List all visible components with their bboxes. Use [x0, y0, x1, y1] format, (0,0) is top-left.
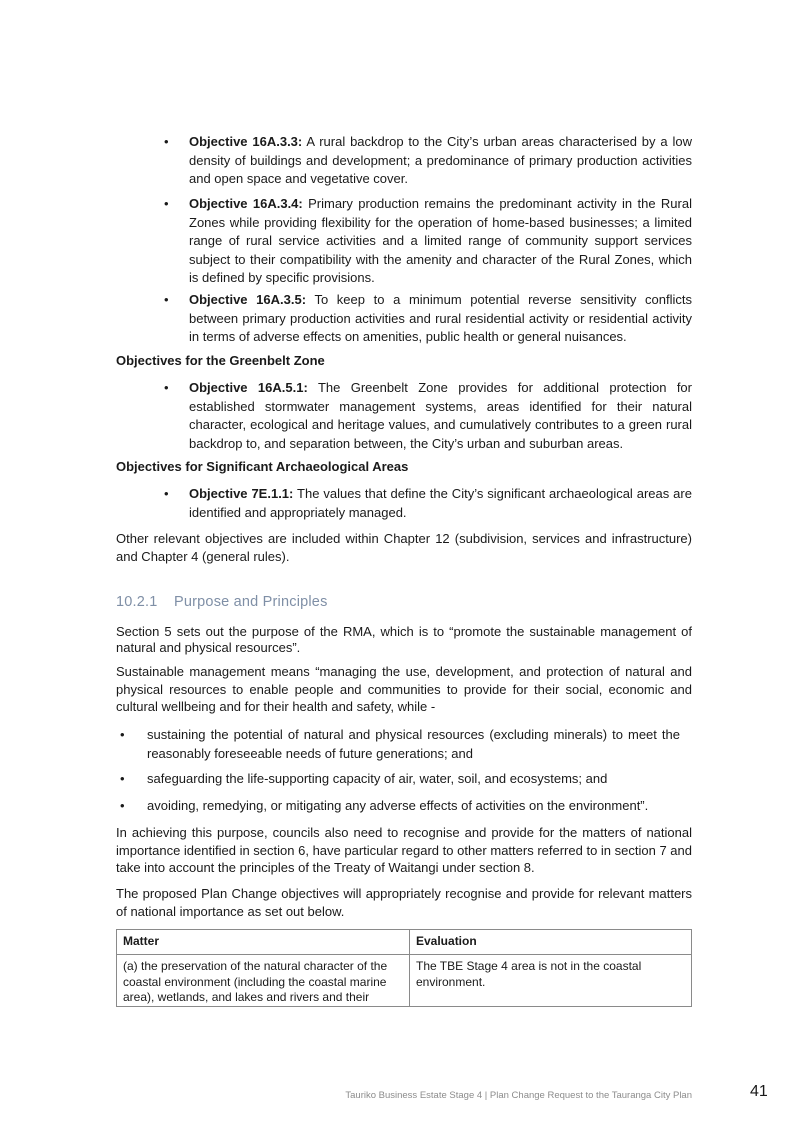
sustainable-paragraph: Sustainable management means “managing the use, development, and protection of natural and physical resources to enable people and communities to provide for their social, economic and cultural wellbeing and for their health and safety, while - [116, 664, 692, 714]
bullet-icon: • [120, 771, 125, 786]
objective-text: To keep to a minimum potential reverse sensitivity conflicts between primary production activities and rural residential activity or residential activity in terms of adverse effects on amenities, public health or general nuisances. [189, 292, 693, 344]
objective-item [164, 195, 692, 288]
page-number: 41 [750, 1083, 768, 1100]
objective-item [164, 291, 692, 347]
list-item [120, 726, 680, 763]
objective-text: A rural backdrop to the City’s urban areas characterised by a low density of buildings and development; a predominance of primary production activities and open space and vegetative cover. [189, 134, 692, 186]
page-footer: Tauriko Business Estate Stage 4 | Plan Change Request to the Tauranga City Plan [345, 1090, 692, 1101]
archaeological-heading: Objectives for Significant Archaeological Areas [116, 459, 409, 474]
bullet-icon: • [120, 727, 125, 742]
section5-paragraph: Section 5 sets out the purpose of the RMA, which is to “promote the sustainable management of natural and physical resources”. [116, 624, 692, 655]
list-item [120, 797, 680, 816]
objective-label: Objective 16A.3.3: [189, 134, 303, 149]
bullet-icon: • [164, 196, 169, 211]
greenbelt-heading: Objectives for the Greenbelt Zone [116, 353, 325, 368]
bullet-icon: • [164, 292, 169, 307]
objective-text: Primary production remains the predominant activity in the Rural Zones while providing flexibility for the operation of home-based businesses; a limited range of rural service activities and a limited range of community support services subject to their compatibility with the amenity and character of the Rural Zones, which is defined by specific provisions. [189, 196, 692, 285]
bullet-icon: • [164, 380, 169, 395]
objective-label: Objective 7E.1.1: [189, 486, 294, 501]
objective-label: Objective 16A.3.4: [189, 196, 303, 211]
list-item-text: sustaining the potential of natural and physical resources (excluding minerals) to meet the reasonably foreseeable needs of future generations; and [147, 727, 680, 761]
objective-text: The Greenbelt Zone provides for additional protection for established stormwater management systems, areas identified for their natural character, ecological and heritage values, and cumulatively contributes to a green rural backdrop to, and separation between, the City’s urban and suburban areas. [189, 380, 692, 451]
table-cell: (a) the preservation of the natural character of the coastal environment (including the coastal marine area), wetlands, and lakes and rivers and their [117, 955, 410, 1007]
achieving-paragraph: In achieving this purpose, councils also need to recognise and provide for the matters of national importance identified in section 6, have particular regard to other matters referred to in section 7 and take into account the principles of the Treaty of Waitangi under section 8. [116, 825, 692, 875]
table-row [117, 955, 692, 1007]
other-objectives-paragraph: Other relevant objectives are included within Chapter 12 (subdivision, services and infrastructure) and Chapter 4 (general rules). [116, 531, 692, 564]
section-number: 10.2.1 [116, 594, 158, 610]
list-item-text: avoiding, remedying, or mitigating any adverse effects of activities on the environment”. [147, 798, 649, 813]
proposed-paragraph: The proposed Plan Change objectives will appropriately recognise and provide for relevant matters of national importance as set out below. [116, 886, 692, 919]
section-title: Purpose and Principles [174, 594, 328, 610]
list-item [120, 770, 680, 789]
column-header-matter: Matter [117, 930, 410, 955]
objective-text: The values that define the City’s significant archaeological areas are identified and appropriately managed. [189, 486, 692, 520]
objective-label: Objective 16A.5.1: [189, 380, 308, 395]
table-cell: The TBE Stage 4 area is not in the coastal environment. [410, 955, 692, 1007]
section-heading [116, 594, 328, 610]
list-item-text: safeguarding the life-supporting capacity of air, water, soil, and ecosystems; and [147, 771, 608, 786]
objective-item [164, 379, 692, 453]
matters-table [116, 929, 692, 1007]
bullet-icon: • [164, 134, 169, 149]
bullet-icon: • [120, 798, 125, 813]
bullet-icon: • [164, 486, 169, 501]
objective-item [164, 133, 692, 189]
table-header-row [117, 930, 692, 955]
objective-label: Objective 16A.3.5: [189, 292, 307, 307]
column-header-evaluation: Evaluation [410, 930, 692, 955]
objective-item [164, 485, 692, 522]
